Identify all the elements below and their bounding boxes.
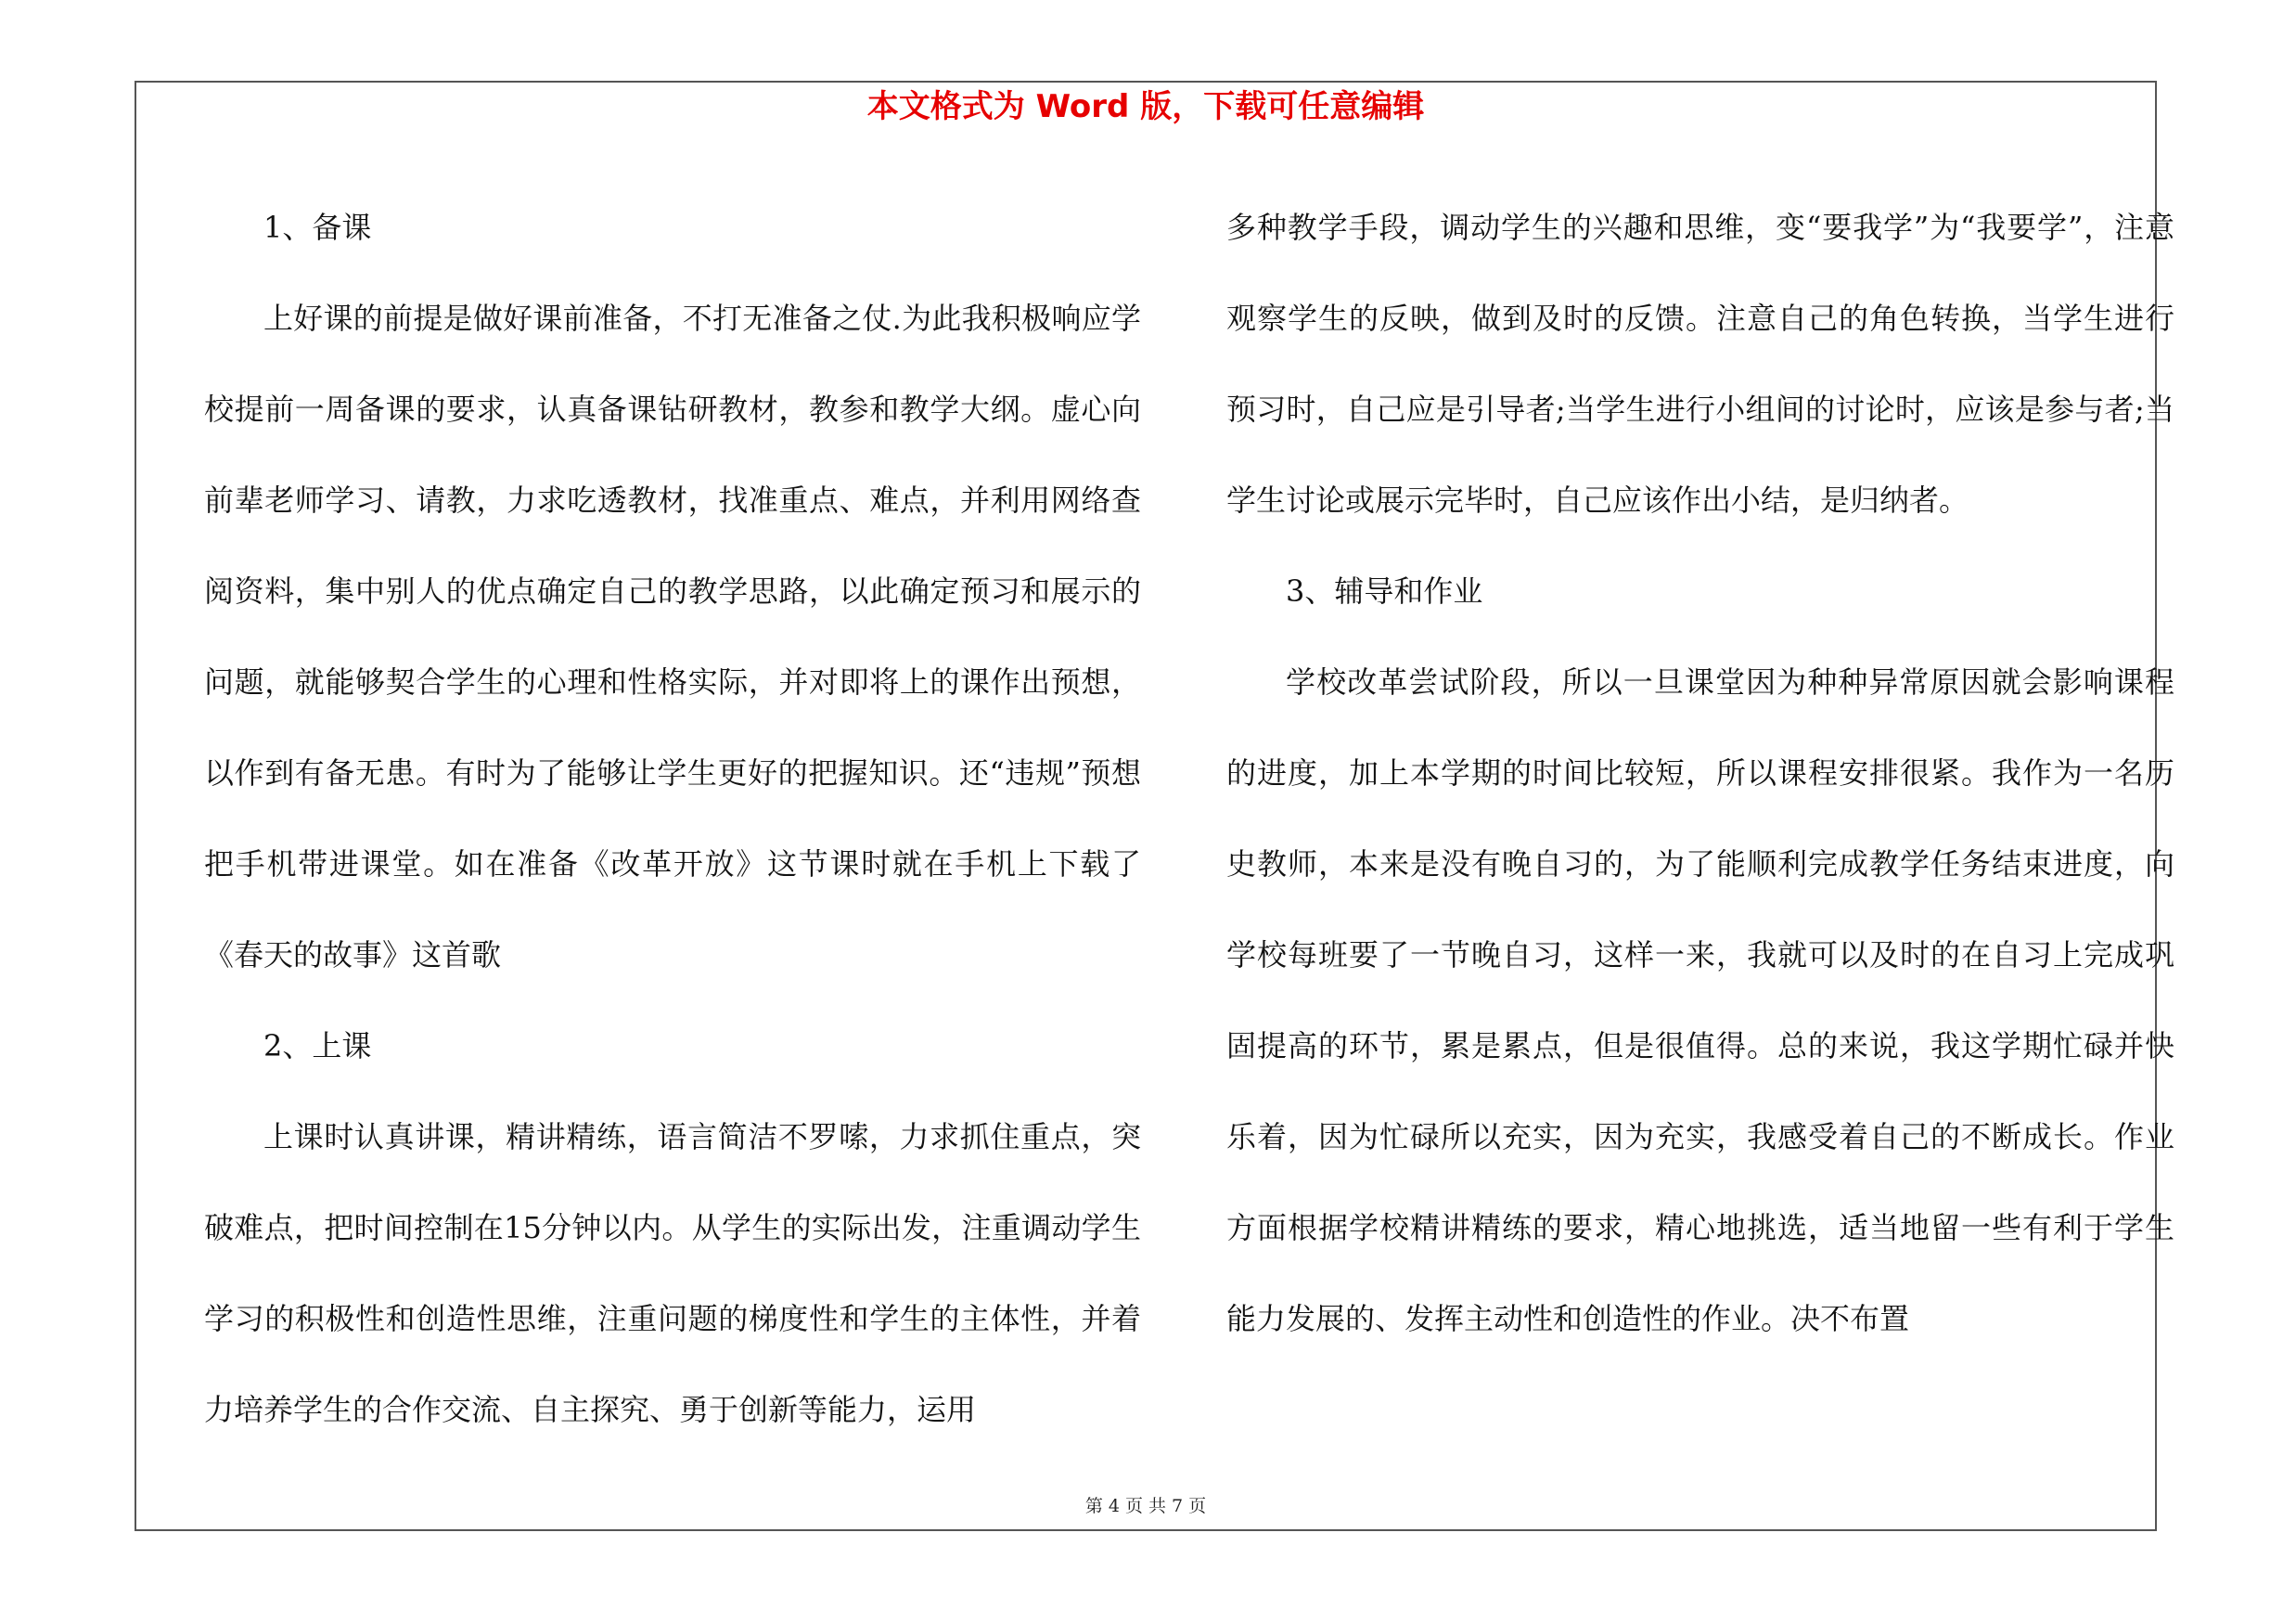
paragraph-prepare: 上好课的前提是做好课前准备，不打无准备之仗.为此我积极响应学校提前一周备课的要求，认真备课钻研教材，教参和教学大纲。虚心向前辈老师学习、请教，力求吃透教材，找准重点、难点，并利用网络查阅资料，集中别人的优点确定自己的教学思路，以此确定预习和展示的问题，就能够契合学生的心理和性格实际，并对即将上的课作出预想，以作到有备无患。有时为了能够让学生更好的把握知识。还“违规”预想把手机带进课堂。如在准备《改革开放》这节课时就在手机上下载了《春天的故事》这首歌 xyxy=(204,301,1141,973)
section-heading-tutoring: 3、辅导和作业 xyxy=(1286,573,1483,609)
paragraph-class: 上课时认真讲课，精讲精练，语言简洁不罗嗦，力求抓住重点，突破难点，把时间控制在15分钟以内。从学生的实际出发，注重调动学生学习的积极性和创造性思维，注重问题的梯度性和学生的主体性，并着力培养学生的合作交流、自主探究、勇于创新等能力，运用 xyxy=(204,1119,1141,1427)
section-heading-prepare: 1、备课 xyxy=(263,210,372,245)
left-column xyxy=(204,182,1141,1455)
section-heading-class: 2、上课 xyxy=(263,1028,372,1063)
right-column xyxy=(1226,182,2174,1364)
page-number-footer: 第 4 页 共 7 页 xyxy=(1084,1496,1207,1516)
paragraph-tutoring: 学校改革尝试阶段，所以一旦课堂因为种种异常原因就会影响课程的进度，加上本学期的时间比较短，所以课程安排很紧。我作为一名历史教师，本来是没有晚自习的，为了能顺利完成教学任务结束进度，向学校每班要了一节晚自习，这样一来，我就可以及时的在自习上完成巩固提高的环节，累是累点，但是很值得。总的来说，我这学期忙碌并快乐着，因为忙碌所以充实，因为充实，我感受着自己的不断成长。作业方面根据学校精讲精练的要求，精心地挑选，适当地留一些有利于学生能力发展的、发挥主动性和创造性的作业。决不布置 xyxy=(1226,664,2174,1336)
word-format-banner: 本文格式为 Word 版，下载可任意编辑 xyxy=(866,88,1425,125)
paragraph-class-continued: 多种教学手段，调动学生的兴趣和思维，变“要我学”为“我要学”，注意观察学生的反映，做到及时的反馈。注意自己的角色转换，当学生进行预习时，自己应是引导者;当学生进行小组间的讨论时，应该是参与者;当学生讨论或展示完毕时，自己应该作出小结，是归纳者。 xyxy=(1226,210,2174,518)
